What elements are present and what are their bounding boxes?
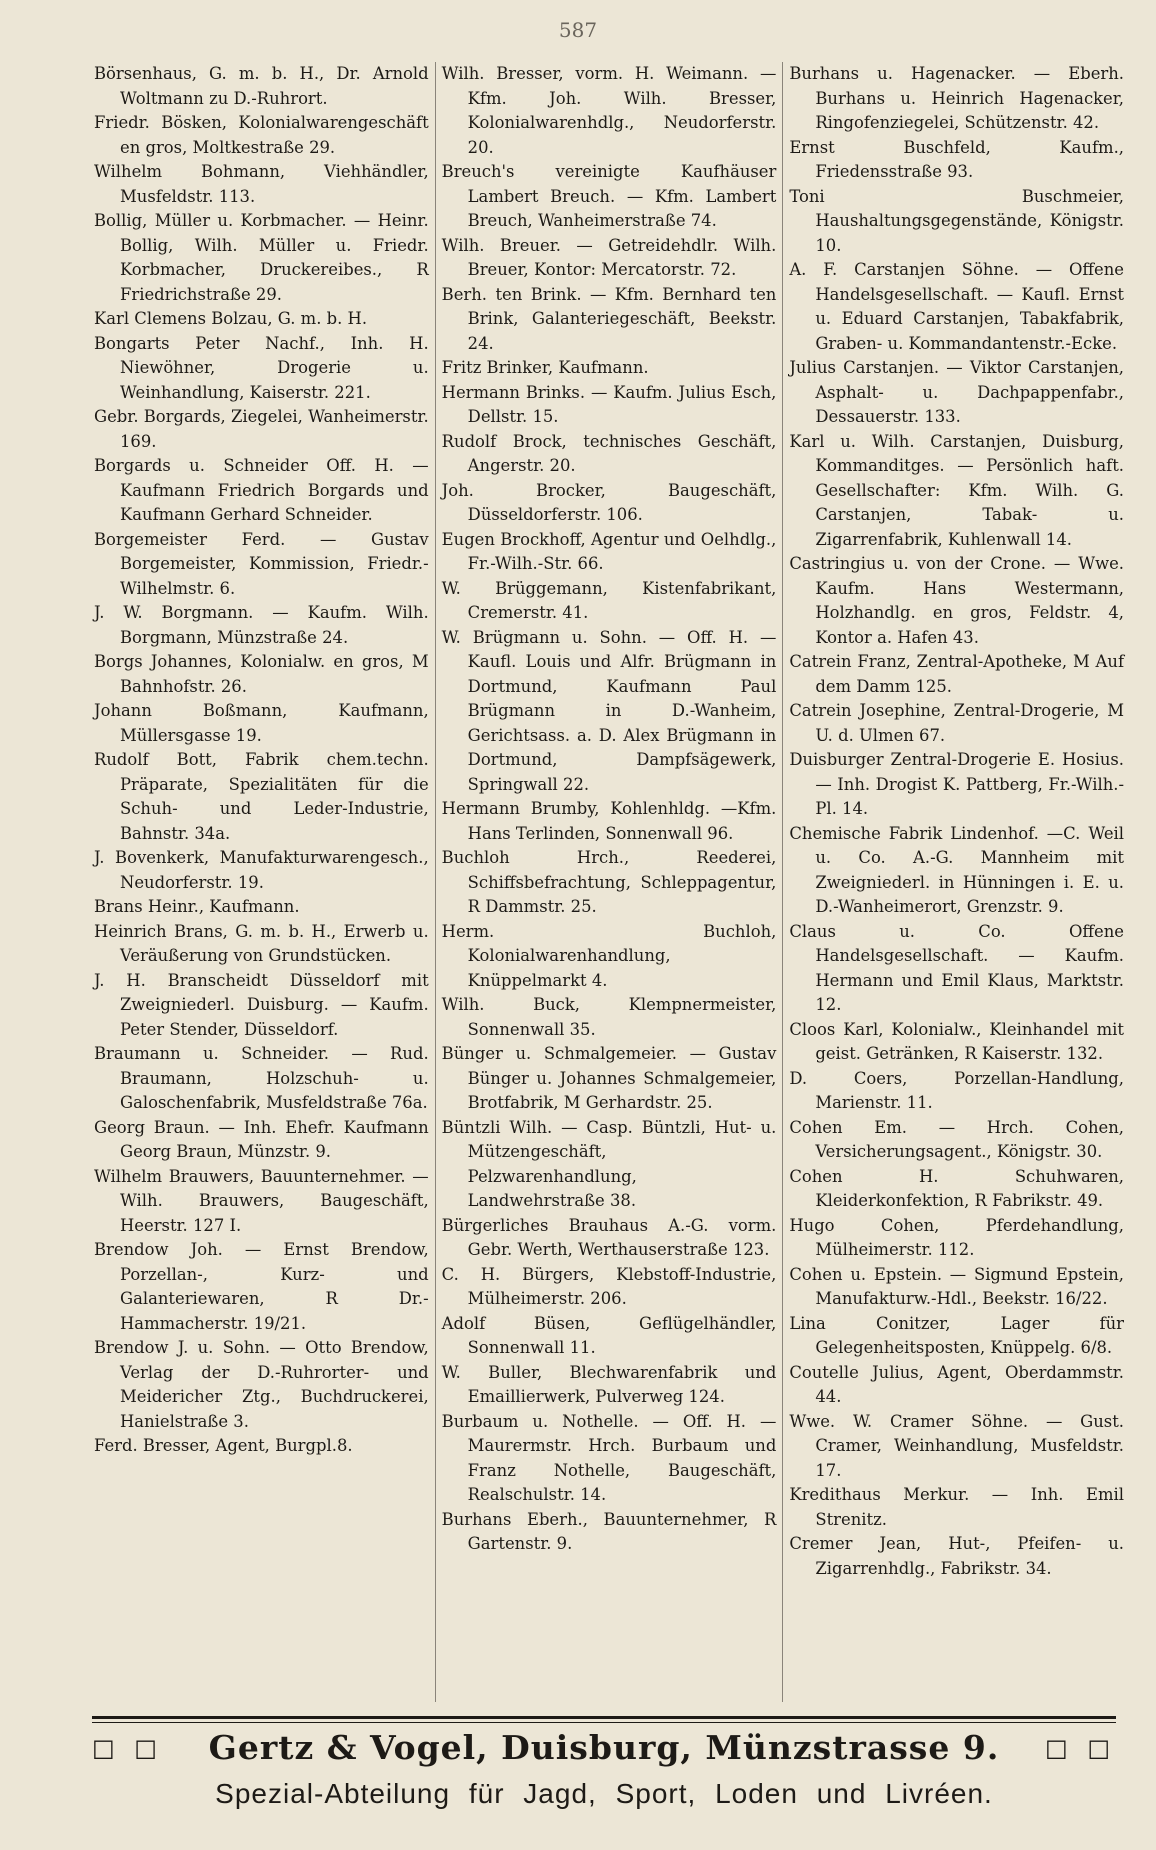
directory-entry: Julius Carstanjen. — Viktor Carstanjen, Asphalt- u. Dachpappenfabr., Dessauerstr. 133. (789, 358, 1125, 426)
directory-entry: Wilh. Buck, Klempnermeister, Sonnenwall 35. (441, 995, 777, 1039)
directory-entry: Gebr. Borgards, Ziegelei, Wanheimerstr. 169. (94, 407, 429, 451)
directory-entry: A. F. Carstanjen Söhne. — Offene Handelsgesellschaft. — Kaufl. Ernst u. Eduard Carstanjen, Tabakfabrik, Graben- u. Kommandantenstr.-Ecke. (789, 260, 1125, 353)
directory-entry: Bünger u. Schmalgemeier. — Gustav Bünger u. Johannes Schmalgemeier, Brotfabrik, M Gerhardstr. 25. (441, 1044, 777, 1112)
directory-entry: Claus u. Co. Offene Handelsgesellschaft. — Kaufm. Hermann und Emil Klaus, Marktstr. 12. (789, 921, 1125, 1014)
ad-company-name: Gertz & Vogel, Duisburg, Münzstrasse 9. (208, 1728, 1000, 1767)
directory-entry: Wwe. W. Cramer Söhne. — Gust. Cramer, Weinhandlung, Musfeldstr. 17. (789, 1411, 1125, 1480)
column-left (88, 62, 435, 1702)
ad-ornament-right: □ □ (1045, 1733, 1116, 1762)
directory-entry: W. Buller, Blechwarenfabrik und Emaillierwerk, Pulverweg 124. (441, 1362, 777, 1406)
directory-entry: Börsenhaus, G. m. b. H., Dr. Arnold Woltmann zu D.-Ruhrort. (94, 64, 429, 108)
directory-entry: Duisburger Zentral-Drogerie E. Hosius. — Inh. Drogist K. Pattberg, Fr.-Wilh.-Pl. 14. (789, 750, 1125, 818)
directory-entry: Wilh. Bresser, vorm. H. Weimann. — Kfm. Joh. Wilh. Bresser, Kolonialwarenhdlg., Neudorferstr. 20. (441, 64, 777, 157)
page-number: 587 (558, 18, 598, 42)
directory-entry: J. W. Borgmann. — Kaufm. Wilh. Borgmann, Münzstraße 24. (94, 603, 429, 647)
directory-entry: Catrein Franz, Zentral-Apotheke, M Auf dem Damm 125. (789, 652, 1125, 696)
footer-rule-thin (92, 1722, 1116, 1723)
column-right (782, 62, 1130, 1702)
directory-entry: Rudolf Brock, technisches Geschäft, Angerstr. 20. (441, 431, 777, 475)
directory-columns (88, 62, 1130, 1702)
directory-entry: Cohen Em. — Hrch. Cohen, Versicherungsagent., Königstr. 30. (789, 1117, 1125, 1161)
ad-ornament-left: □ □ (92, 1733, 163, 1762)
directory-entry: W. Brüggemann, Kistenfabrikant, Cremerstr. 41. (441, 578, 777, 622)
column-middle (435, 62, 783, 1702)
directory-entry: Burhans u. Hagenacker. — Eberh. Burhans u. Heinrich Hagenacker, Ringofenziegelei, Schützenstr. 42. (789, 64, 1125, 132)
directory-entry: J. H. Branscheidt Düsseldorf mit Zweigniederl. Duisburg. — Kaufm. Peter Stender, Düsseldorf. (94, 970, 429, 1039)
directory-entry: D. Coers, Porzellan-Handlung, Marienstr. 11. (789, 1068, 1125, 1112)
directory-entry: Braumann u. Schneider. — Rud. Braumann, Holzschuh- u. Galoschenfabrik, Musfeldstraße 76a. (94, 1044, 429, 1112)
directory-entry: Eugen Brockhoff, Agentur und Oelhdlg., Fr.-Wilh.-Str. 66. (441, 529, 777, 573)
directory-entry: Brans Heinr., Kaufmann. (94, 897, 300, 916)
directory-entry: Toni Buschmeier, Haushaltungsgegenstände, Königstr. 10. (789, 186, 1125, 255)
directory-entry: Borgs Johannes, Kolonialw. en gros, M Bahnhofstr. 26. (94, 652, 429, 696)
directory-entry: Coutelle Julius, Agent, Oberdammstr. 44. (789, 1362, 1125, 1406)
directory-entry: Heinrich Brans, G. m. b. H., Erwerb u. Veräußerung von Grundstücken. (94, 921, 429, 965)
directory-entry: Fritz Brinker, Kaufmann. (441, 358, 649, 377)
directory-entry: Borgards u. Schneider Off. H. — Kaufmann Friedrich Borgards und Kaufmann Gerhard Schneider. (94, 456, 429, 524)
directory-entry: J. Bovenkerk, Manufakturwarengesch., Neudorferstr. 19. (94, 848, 429, 892)
directory-entry: Lina Conitzer, Lager für Gelegenheitsposten, Knüppelg. 6/8. (789, 1313, 1125, 1357)
directory-entry: Hugo Cohen, Pferdehandlung, Mülheimerstr. 112. (789, 1215, 1125, 1259)
directory-entry: Ferd. Bresser, Agent, Burgpl.8. (94, 1436, 353, 1455)
directory-entry: Adolf Büsen, Geflügelhändler, Sonnenwall 11. (441, 1313, 777, 1357)
directory-entry: Berh. ten Brink. — Kfm. Bernhard ten Brink, Galanteriegeschäft, Beekstr. 24. (441, 284, 777, 353)
directory-entry: Joh. Brocker, Baugeschäft, Düsseldorferstr. 106. (441, 480, 777, 524)
directory-entry: Brendow Joh. — Ernst Brendow, Porzellan-, Kurz- und Galanteriewaren, R Dr.-Hammacherstr. 19/21. (94, 1240, 429, 1333)
directory-entry: Cohen u. Epstein. — Sigmund Epstein, Manufakturw.-Hdl., Beekstr. 16/22. (789, 1264, 1125, 1308)
directory-entry: Burbaum u. Nothelle. — Off. H. — Maurermstr. Hrch. Burbaum und Franz Nothelle, Baugeschäft, Realschulstr. 14. (441, 1411, 777, 1504)
directory-entry: Bongarts Peter Nachf., Inh. H. Niewöhner, Drogerie u. Weinhandlung, Kaiserstr. 221. (94, 333, 429, 402)
directory-entry: Brendow J. u. Sohn. — Otto Brendow, Verlag der D.-Ruhrorter- und Meidericher Ztg., Buchdruckerei, Hanielstraße 3. (94, 1338, 429, 1431)
directory-entry: Johann Boßmann, Kaufmann, Müllersgasse 19. (94, 701, 429, 745)
advertisement-subline: Spezial-Abteilung für Jagd, Sport, Loden und Livréen. (215, 1778, 993, 1809)
directory-entry: Ernst Buschfeld, Kaufm., Friedensstraße 93. (789, 137, 1125, 181)
directory-entry: Castringius u. von der Crone. — Wwe. Kaufm. Hans Westermann, Holzhandlg. en gros, Feldstr. 4, Kontor a. Hafen 43. (789, 554, 1125, 647)
directory-entry: Herm. Buchloh, Kolonialwarenhandlung, Knüppelmarkt 4. (441, 921, 777, 990)
directory-entry: W. Brügmann u. Sohn. — Off. H. — Kaufl. Louis und Alfr. Brügmann in Dortmund, Kaufmann Paul Brügmann in D.-Wanheim, Gerichtsass. a. D. Alex Brügmann in Dortmund, Dampfsägewerk, Springwall 22. (441, 627, 777, 794)
directory-entry: Wilhelm Bohmann, Viehhändler, Musfeldstr. 113. (94, 162, 429, 206)
directory-entry: Karl u. Wilh. Carstanjen, Duisburg, Kommanditges. — Persönlich haft. Gesellschafter: Kfm. Wilh. G. Carstanjen, Tabak- u. Zigarrenfabrik, Kuhlenwall 14. (789, 431, 1125, 549)
directory-entry: Bürgerliches Brauhaus A.-G. vorm. Gebr. Werth, Werthauserstraße 123. (441, 1215, 777, 1259)
directory-entry: Wilh. Breuer. — Getreidehdlr. Wilh. Breuer, Kontor: Mercatorstr. 72. (441, 235, 777, 279)
directory-entry: Borgemeister Ferd. — Gustav Borgemeister, Kommission, Friedr.-Wilhelmstr. 6. (94, 529, 429, 598)
directory-entry: Breuch's vereinigte Kaufhäuser Lambert Breuch. — Kfm. Lambert Breuch, Wanheimerstraße 74. (441, 162, 777, 230)
directory-entry: Hermann Brinks. — Kaufm. Julius Esch, Dellstr. 15. (441, 382, 777, 426)
directory-entry: Buchloh Hrch., Reederei, Schiffsbefrachtung, Schleppagentur, R Dammstr. 25. (441, 848, 777, 916)
directory-entry: Cremer Jean, Hut-, Pfeifen- u. Zigarrenhdlg., Fabrikstr. 34. (789, 1534, 1125, 1578)
directory-entry: Wilhelm Brauwers, Bauunternehmer. — Wilh. Brauwers, Baugeschäft, Heerstr. 127 I. (94, 1166, 429, 1235)
directory-entry: Burhans Eberh., Bauunternehmer, R Gartenstr. 9. (441, 1509, 777, 1553)
directory-entry: Karl Clemens Bolzau, G. m. b. H. (94, 309, 368, 328)
directory-entry: C. H. Bürgers, Klebstoff-Industrie, Mülheimerstr. 206. (441, 1264, 777, 1308)
directory-entry: Cohen H. Schuhwaren, Kleiderkonfektion, R Fabrikstr. 49. (789, 1166, 1125, 1210)
directory-entry: Chemische Fabrik Lindenhof. —C. Weil u. Co. A.-G. Mannheim mit Zweigniederl. in Hünningen i. E. u. D.-Wanheimerort, Grenzstr. 9. (789, 823, 1125, 916)
directory-entry: Hermann Brumby, Kohlenhldg. —Kfm. Hans Terlinden, Sonnenwall 96. (441, 799, 777, 843)
directory-entry: Catrein Josephine, Zentral-Drogerie, M U. d. Ulmen 67. (789, 701, 1125, 745)
footer-rule-thick (92, 1716, 1116, 1719)
directory-entry: Friedr. Bösken, Kolonialwarengeschäft en gros, Moltkestraße 29. (94, 113, 429, 157)
directory-entry: Bollig, Müller u. Korbmacher. — Heinr. Bollig, Wilh. Müller u. Friedr. Korbmacher, Druckereibes., R Friedrichstraße 29. (94, 211, 429, 304)
directory-entry: Kredithaus Merkur. — Inh. Emil Strenitz. (789, 1485, 1125, 1529)
directory-entry: Rudolf Bott, Fabrik chem.techn. Präparate, Spezialitäten für die Schuh- und Leder-Industrie, Bahnstr. 34a. (94, 750, 429, 843)
directory-entry: Cloos Karl, Kolonialw., Kleinhandel mit geist. Getränken, R Kaiserstr. 132. (789, 1019, 1125, 1063)
directory-entry: Georg Braun. — Inh. Ehefr. Kaufmann Georg Braun, Münzstr. 9. (94, 1117, 429, 1161)
directory-entry: Büntzli Wilh. — Casp. Büntzli, Hut- u. Mützengeschäft, Pelzwarenhandlung, Landwehrstraße 38. (441, 1117, 777, 1210)
advertisement-headline (92, 1728, 1116, 1767)
